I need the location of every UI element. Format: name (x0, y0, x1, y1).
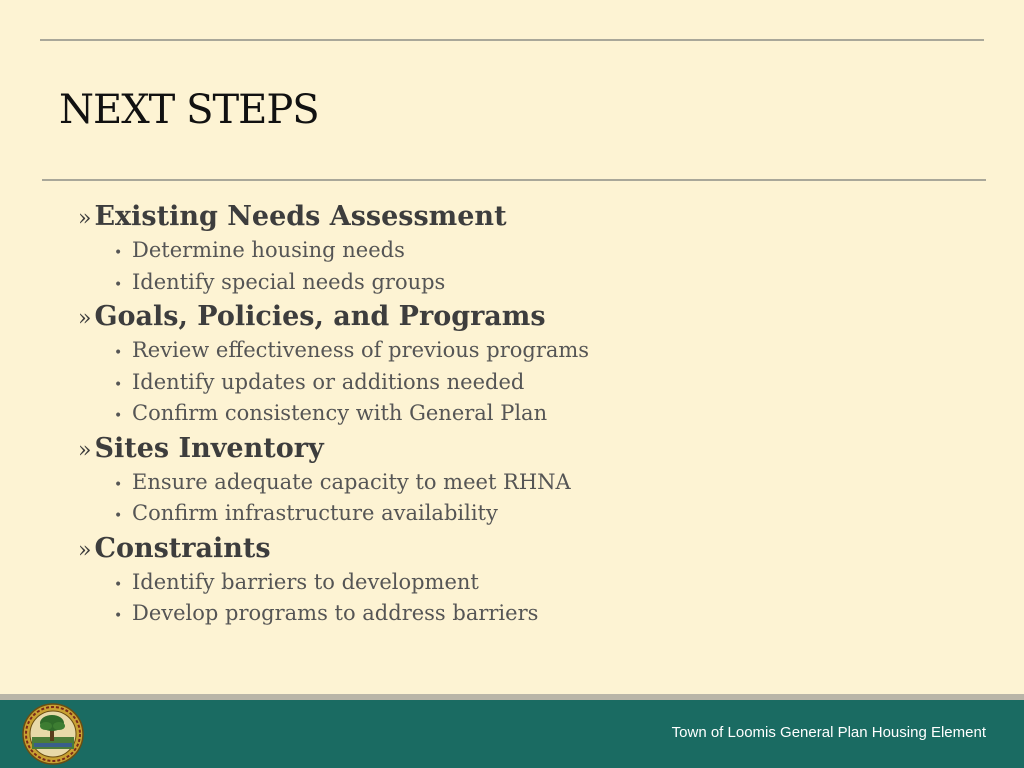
bullet-icon: • (114, 476, 123, 493)
list-item: • Review effectiveness of previous programs (114, 335, 978, 367)
bullet-icon: • (114, 376, 123, 393)
list-item: • Ensure adequate capacity to meet RHNA (114, 467, 978, 499)
list-item: • Confirm consistency with General Plan (114, 398, 978, 430)
list-item: • Identify barriers to development (114, 567, 978, 599)
list-item: • Identify special needs groups (114, 267, 978, 299)
list-item: • Identify updates or additions needed (114, 367, 978, 399)
chevron-bullet-icon: » (78, 306, 92, 331)
section-heading: Existing Needs Assessment (94, 201, 507, 232)
list-item: • Confirm infrastructure availability (114, 498, 978, 530)
sub-list (78, 335, 978, 430)
footer-text: Town of Loomis General Plan Housing Element (671, 724, 986, 741)
section-heading: Sites Inventory (94, 432, 324, 464)
section (78, 530, 978, 630)
bullet-icon: • (114, 345, 123, 361)
section (78, 298, 978, 430)
sub-list (78, 467, 978, 530)
chevron-bullet-icon: » (78, 537, 92, 563)
bullet-icon: • (114, 608, 123, 624)
sub-list (78, 567, 978, 630)
bullet-icon: • (114, 508, 123, 524)
bullet-icon: • (114, 408, 123, 424)
slide-title: NEXT STEPS (59, 87, 319, 133)
footer-bar (0, 700, 1024, 768)
chevron-bullet-icon: » (78, 206, 92, 231)
section (78, 198, 978, 298)
list-item: • Develop programs to address barriers (114, 598, 978, 630)
section (78, 430, 978, 530)
title-divider (42, 179, 986, 181)
list-item: • Determine housing needs (114, 235, 978, 267)
bullet-icon: • (114, 276, 123, 293)
top-divider (40, 39, 984, 41)
sub-list (78, 235, 978, 298)
content-area (78, 198, 978, 630)
town-seal-icon (22, 703, 84, 765)
bullet-icon: • (114, 576, 123, 593)
section-heading: Constraints (94, 532, 271, 564)
section-heading: Goals, Policies, and Programs (94, 301, 546, 332)
chevron-bullet-icon: » (78, 437, 92, 463)
bullet-icon: • (114, 245, 123, 261)
